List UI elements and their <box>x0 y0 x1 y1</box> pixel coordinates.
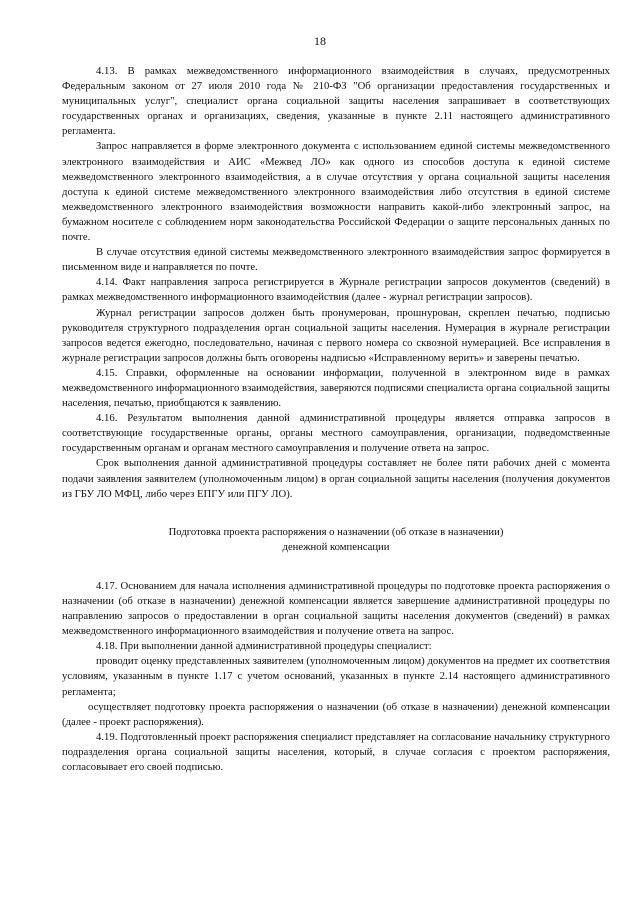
paragraph-4-16: 4.16. Результатом выполнения данной административной процедуры является отправка запросов в соответствующие государственные органы, органы местного самоуправления, организации, подведомственные государственным органам и органам местного самоуправления и получение ответа на запрос. <box>62 412 610 455</box>
paragraph-journal: Журнал регистрации запросов должен быть пронумерован, прошнурован, скреплен печатью, подписью руководителя структурного подразделения орган социальной защиты населения. Нумерация в журнале регистрации запросов ведется ежегодно, последовательно, начиная с первого номера со сквозной нумерацией. Все исправления в журнале регистрации запросов должны быть оговорены надписью «Исправленному верить» и заверены печатью. <box>62 306 610 364</box>
paragraph-preparation: осуществляет подготовку проекта распоряжения о назначении (об отказе в назначении) денежной компенсации (далее - проект распоряжения). <box>62 700 610 728</box>
document-body <box>62 64 610 775</box>
section-heading-line-1: Подготовка проекта распоряжения о назначении (об отказе в назначении) <box>168 525 504 538</box>
paragraph-4-15: 4.15. Справки, оформленные на основании информации, полученной в электронном виде в рамках межведомственного информационного взаимодействия, заверяются подписями специалиста органа социальной защиты населения, печатью, приобщаются к заявлению. <box>62 366 610 410</box>
paragraph-no-system: В случае отсутствия единой системы межведомственного электронного взаимодействия запрос формируется в письменном виде и направляется по почте. <box>62 246 610 274</box>
paragraph-4-14: 4.14. Факт направления запроса регистрируется в Журнале регистрации запросов документов (сведений) в рамках межведомственного информационного взаимодействия (далее - журнал регистрации запросов). <box>62 276 610 304</box>
paragraph-4-18: 4.18. При выполнении данной административной процедуры специалист: <box>96 640 432 653</box>
paragraph-4-13: 4.13. В рамках межведомственного информационного взаимодействия в случаях, предусмотренных Федеральным законом от 27 июля 2010 года № 210-ФЗ "Об организации предоставления государственных и муниципальных услуг", специалист органа социальной защиты населения запрашивает в соответствующих государственных органах и организациях, сведения, указанные в пункте 2.11 настоящего административного регламента. <box>62 65 610 138</box>
paragraph-4-17: 4.17. Основанием для начала исполнения административной процедуры по подготовке проекта распоряжения о назначении (об отказе в назначении) денежной компенсации является завершение административной процедуры по направлению запросов о предоставлении в орган социальной защиты населения документов (сведений) в рамках межведомственного информационного взаимодействия и получение ответа на запрос. <box>62 579 610 638</box>
paragraph-assessment: проводит оценку представленных заявителем (уполномоченным лицом) документов на предмет их соответствия условиям, указанным в пункте 1.17 с учетом оснований, указанных в пункте 2.14 настоящего административного регламента; <box>62 655 610 698</box>
section-heading <box>62 525 610 555</box>
page-number: 18 <box>314 34 326 48</box>
section-heading-line-2: денежной компенсации <box>282 540 390 553</box>
paragraph-request-form: Запрос направляется в форме электронного документа с использованием единой системы межведомственного электронного взаимодействия и АИС «Межвед ЛО» как одного из способов доступа к единой системе межведомственного электронного взаимодействия, а в случае отсутствия у органа социальной защиты населения доступа к единой системе межведомственного электронного взаимодействия либо отсутствия в единой системе межведомственного электронного взаимодействия возможности направить какой-либо электронный запрос, на бумажном носителе с соблюдением норм законодательства Российской Федерации о защите персональных данных по почте. <box>62 140 610 244</box>
paragraph-deadline: Срок выполнения данной административной процедуры составляет не более пяти рабочих дней с момента подачи заявления заявителем (уполномоченным лицом) в орган социальной защиты населения (получения документов из ГБУ ЛО МФЦ, либо через ЕПГУ или ПГУ ЛО). <box>62 457 610 500</box>
paragraph-4-19: 4.19. Подготовленный проект распоряжения специалист представляет на согласование начальнику структурного подразделения органа социальной защиты населения, который, в случае согласия с проектом распоряжения, согласовывает его своей подписью. <box>62 730 610 774</box>
